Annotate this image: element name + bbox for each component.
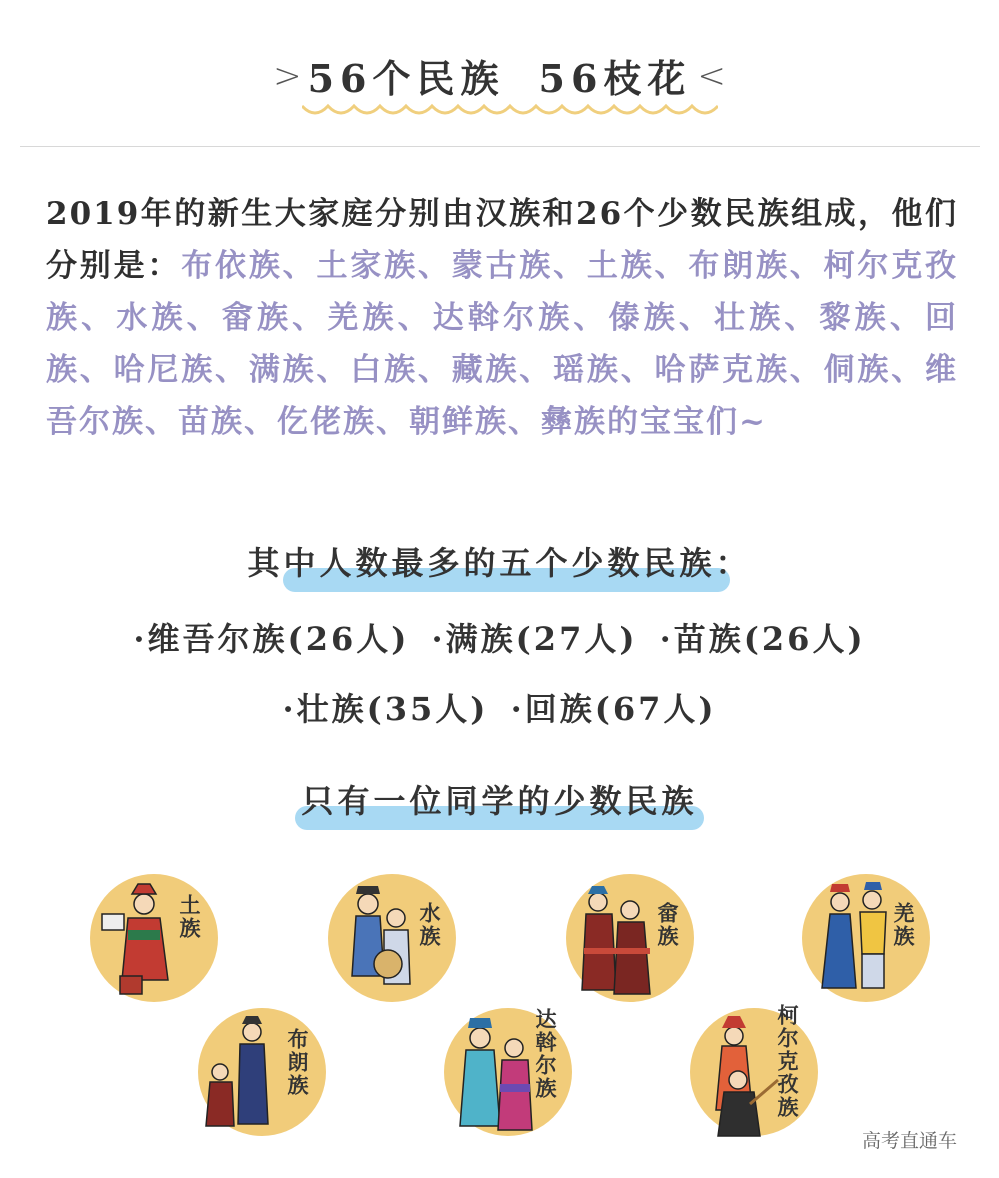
label-tu: 土族: [177, 894, 202, 940]
title-part2: 56枝花: [538, 56, 692, 101]
divider: [20, 146, 980, 147]
stat-item: ·壮族(35人): [282, 690, 489, 728]
top-five-heading: [0, 538, 999, 584]
scallop-underline: [302, 102, 718, 120]
intro-lead: 2019年的新生大家庭分别由汉族和26个少数民族组成，他们分别是：: [46, 196, 958, 284]
single-heading: [0, 776, 999, 822]
label-qiang: 羌族: [891, 902, 916, 948]
watermark: 高考直通车: [862, 1130, 958, 1152]
qiang-figure-illustration: [816, 880, 900, 1000]
single-title: 只有一位同学的少数民族: [301, 782, 698, 820]
title-part1: 56个民族: [307, 56, 505, 101]
intro-groups: 布依族、土家族、蒙古族、土族、布朗族、柯尔克孜族、水族、畲族、羌族、达斡尔族、傣族、壮族、黎族、回族、哈尼族、满族、白族、藏族、瑶族、哈萨克族、侗族、维吾尔族、苗族、仡佬族、朝鲜族、彝族的宝宝们~: [46, 248, 959, 440]
dawoer-figure-illustration: [452, 1014, 542, 1138]
label-dawoer: 达斡尔族: [533, 1008, 558, 1100]
chevron-left: >: [273, 55, 302, 96]
stat-item: ·维吾尔族(26人): [133, 620, 410, 658]
page-title: [308, 48, 692, 103]
label-shui: 水族: [417, 902, 442, 948]
stat-item: ·苗族(26人): [659, 620, 866, 658]
label-keerkezi: 柯尔克孜族: [775, 1004, 800, 1119]
top-five-row-2: [0, 684, 999, 730]
shui-figure-illustration: [344, 880, 424, 1000]
title-group: [267, 48, 732, 103]
label-she: 畲族: [655, 902, 680, 948]
label-bulang: 布朗族: [285, 1028, 310, 1097]
stat-item: ·回族(67人): [510, 690, 717, 728]
keerkezi-figure-illustration: [704, 1014, 784, 1140]
top-five-title: 其中人数最多的五个少数民族：: [247, 544, 752, 582]
bulang-figure-illustration: [202, 1014, 288, 1134]
intro-paragraph: [46, 188, 958, 448]
tu-figure-illustration: [98, 880, 184, 1000]
top-five-row-1: [0, 614, 999, 660]
chevron-right: <: [697, 55, 726, 96]
stat-item: ·满族(27人): [431, 620, 638, 658]
she-figure-illustration: [574, 884, 660, 1000]
